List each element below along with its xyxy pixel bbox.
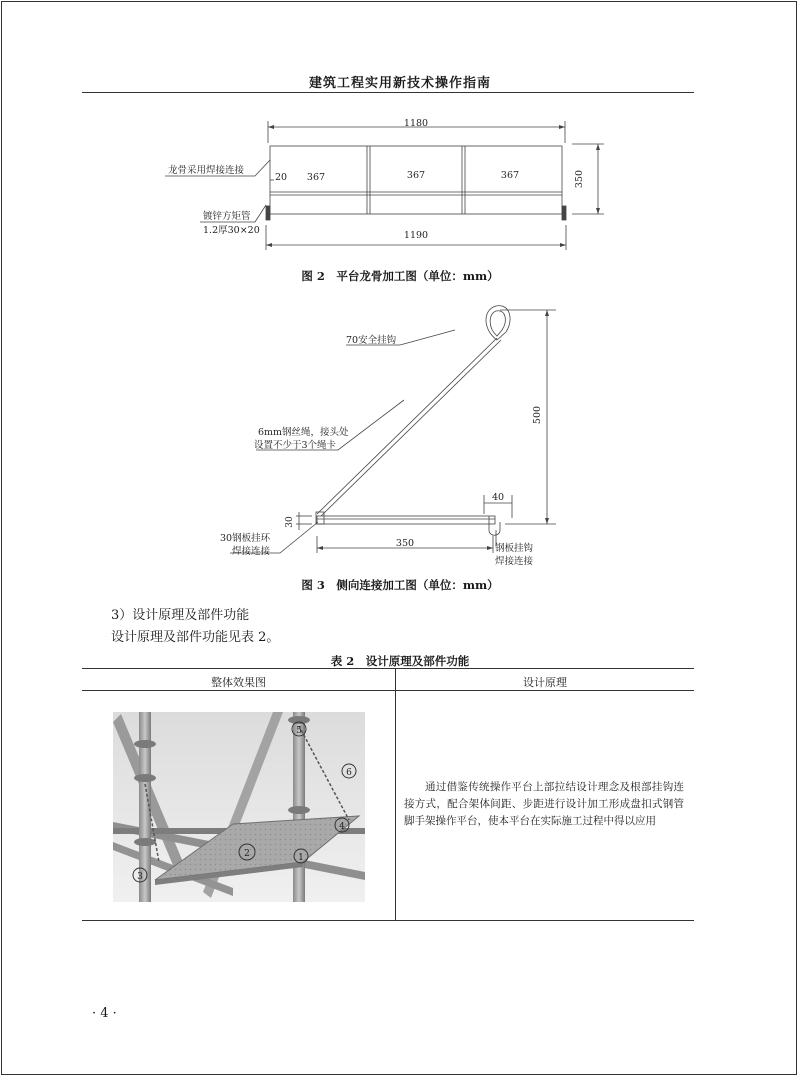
fig3-label-plate-hook-1: 钢板挂钩 [495, 543, 534, 554]
fig3-dim-350: 350 [395, 538, 415, 549]
table-header-effect: 整体效果图 [211, 676, 266, 689]
marker-4: 4 [339, 822, 345, 832]
figure-2-keel-drawing [0, 0, 800, 300]
figure-3-side-connection-drawing [0, 290, 800, 580]
figure-2-caption: 图 2 平台龙骨加工图（单位：mm） [301, 269, 499, 283]
fig2-label-tube-1: 镀锌方矩管 [203, 211, 251, 222]
fig3-label-rope-2: 设置不少于3个绳卡 [254, 440, 337, 451]
section-heading: 3）设计原理及部件功能 [111, 608, 250, 623]
fig2-label-keel: 龙骨采用焊接连接 [168, 165, 245, 176]
fig2-dim-span-1: 367 [306, 172, 326, 183]
fig3-dim-500: 500 [532, 405, 543, 425]
fig3-label-hook: 70安全挂钩 [346, 335, 397, 346]
fig3-label-rope-1: 6mm钢丝绳，接头处 [258, 427, 349, 438]
fig2-dim-bottom: 1190 [403, 230, 429, 241]
page-number: · 4 · [92, 1006, 117, 1021]
fig2-dim-span-3: 367 [500, 170, 520, 181]
fig3-label-ring-2: 焊接连接 [232, 546, 271, 557]
fig2-dim-height: 350 [574, 169, 585, 189]
marker-6: 6 [346, 768, 352, 778]
fig2-dim-span-2: 367 [406, 170, 426, 181]
marker-2: 2 [244, 849, 250, 859]
fig3-dim-40: 40 [491, 492, 505, 503]
fig2-dim-top: 1180 [403, 118, 429, 129]
table-2-title: 表 2 设计原理及部件功能 [330, 654, 470, 668]
design-principle-text: 通过借鉴传统操作平台上部拉结设计理念及根部挂钩连接方式，配合架体间距、步距进行设计加工形成盘扣式钢管脚手架操作平台，使本平台在实际施工过程中得以应用 [404, 781, 684, 827]
marker-3: 3 [137, 872, 143, 882]
marker-1: 1 [298, 853, 304, 863]
table-top-rule [82, 668, 694, 669]
fig3-dim-30: 30 [285, 516, 295, 528]
fig2-label-tube-2: 1.2厚30×20 [203, 225, 260, 236]
fig3-label-plate-hook-2: 焊接连接 [495, 556, 534, 567]
marker-5: 5 [296, 726, 302, 736]
figure-3-caption: 图 3 侧向连接加工图（单位：mm） [301, 578, 499, 592]
fig3-label-ring-1: 30钢板挂环 [220, 533, 271, 544]
overall-effect-render [113, 712, 365, 902]
fig2-dim-gap: 20 [275, 172, 288, 183]
table-column-divider [395, 668, 396, 920]
table-header-rule [82, 690, 694, 691]
table-bottom-rule [82, 920, 694, 921]
section-text: 设计原理及部件功能见表 2。 [111, 630, 280, 645]
running-header-title: 建筑工程实用新技术操作指南 [308, 76, 491, 91]
table-header-principle: 设计原理 [523, 676, 567, 689]
